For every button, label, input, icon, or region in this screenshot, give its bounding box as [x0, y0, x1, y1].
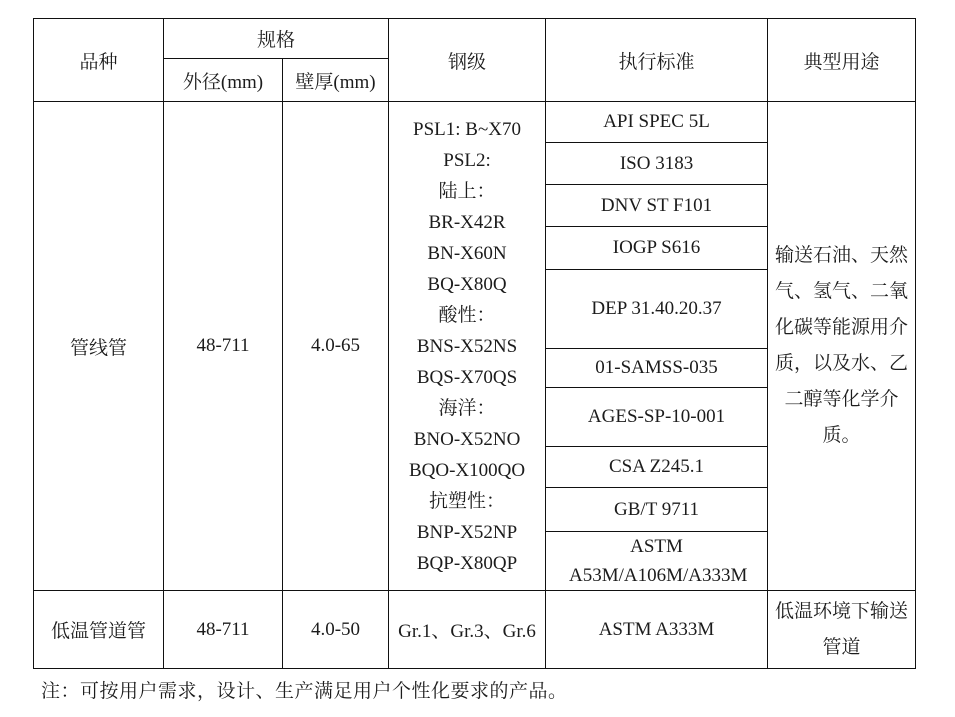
header-row-1 [34, 19, 916, 59]
cell-standard: GB/T 9711 [546, 488, 768, 532]
steel-grade-line: BQO-X100QO [408, 459, 526, 481]
cell-typical-use-cryogenic: 低温环境下输送管道 [768, 591, 916, 669]
table-row-pipeline [34, 102, 916, 143]
cell-standard: DEP 31.40.20.37 [546, 270, 768, 349]
cell-standard: 01-SAMSS-035 [546, 349, 768, 388]
header-typical-use: 典型用途 [768, 19, 916, 102]
steel-grade-line: 陆上： [438, 180, 496, 202]
header-spec-group: 规格 [164, 19, 389, 59]
steel-grade-line: BN-X60N [427, 242, 507, 264]
cell-standard: API SPEC 5L [546, 102, 768, 143]
steel-grade-line: BNP-X52NP [416, 521, 518, 543]
steel-grade-line: 酸性： [438, 304, 496, 326]
cell-outer-diameter-pipeline: 48-711 [164, 102, 283, 591]
steel-grade-line: 海洋： [438, 397, 496, 419]
cell-standard-text: ASTM A53M/A106M/A333M [569, 536, 748, 586]
steel-grade-line: BNS-X52NS [416, 335, 518, 357]
cell-steel-grade-pipeline [389, 102, 546, 591]
cell-standard-cryogenic: ASTM A333M [546, 591, 768, 669]
header-steel-grade: 钢级 [389, 19, 546, 102]
header-variety: 品种 [34, 19, 164, 102]
steel-grade-line: 抗塑性： [429, 490, 506, 512]
header-standard: 执行标准 [546, 19, 768, 102]
header-wall-thickness: 壁厚(mm) [283, 59, 389, 102]
cell-outer-diameter-cryogenic: 48-711 [164, 591, 283, 669]
product-spec-table [33, 18, 916, 669]
steel-grade-line: BR-X42R [428, 211, 506, 233]
steel-grade-line: BNO-X52NO [413, 428, 521, 450]
cell-typical-use-pipeline: 输送石油、天然气、氢气、二氧化碳等能源用介质，以及水、乙二醇等化学介质。 [768, 102, 916, 591]
header-outer-diameter: 外径(mm) [164, 59, 283, 102]
steel-grade-line: PSL2: [443, 149, 491, 171]
cell-standard [546, 532, 768, 591]
steel-grade-line: BQ-X80Q [427, 273, 507, 295]
footnote: 注：可按用户需求，设计、生产满足用户个性化要求的产品。 [41, 681, 568, 702]
cell-wall-thickness-pipeline: 4.0-65 [283, 102, 389, 591]
cell-standard: CSA Z245.1 [546, 447, 768, 488]
cell-standard: ISO 3183 [546, 143, 768, 185]
cell-steel-grade-cryogenic: Gr.1、Gr.3、Gr.6 [389, 591, 546, 669]
cell-standard: AGES-SP-10-001 [546, 388, 768, 447]
cell-wall-thickness-cryogenic: 4.0-50 [283, 591, 389, 669]
steel-grade-line: BQS-X70QS [416, 366, 518, 388]
steel-grade-line: BQP-X80QP [416, 552, 518, 574]
steel-grade-line: PSL1: B~X70 [413, 118, 521, 140]
cell-variety-cryogenic: 低温管道管 [34, 591, 164, 669]
cell-variety-pipeline: 管线管 [34, 102, 164, 591]
cell-standard: IOGP S616 [546, 227, 768, 270]
table-row-cryogenic [34, 591, 916, 669]
cell-standard: DNV ST F101 [546, 185, 768, 227]
